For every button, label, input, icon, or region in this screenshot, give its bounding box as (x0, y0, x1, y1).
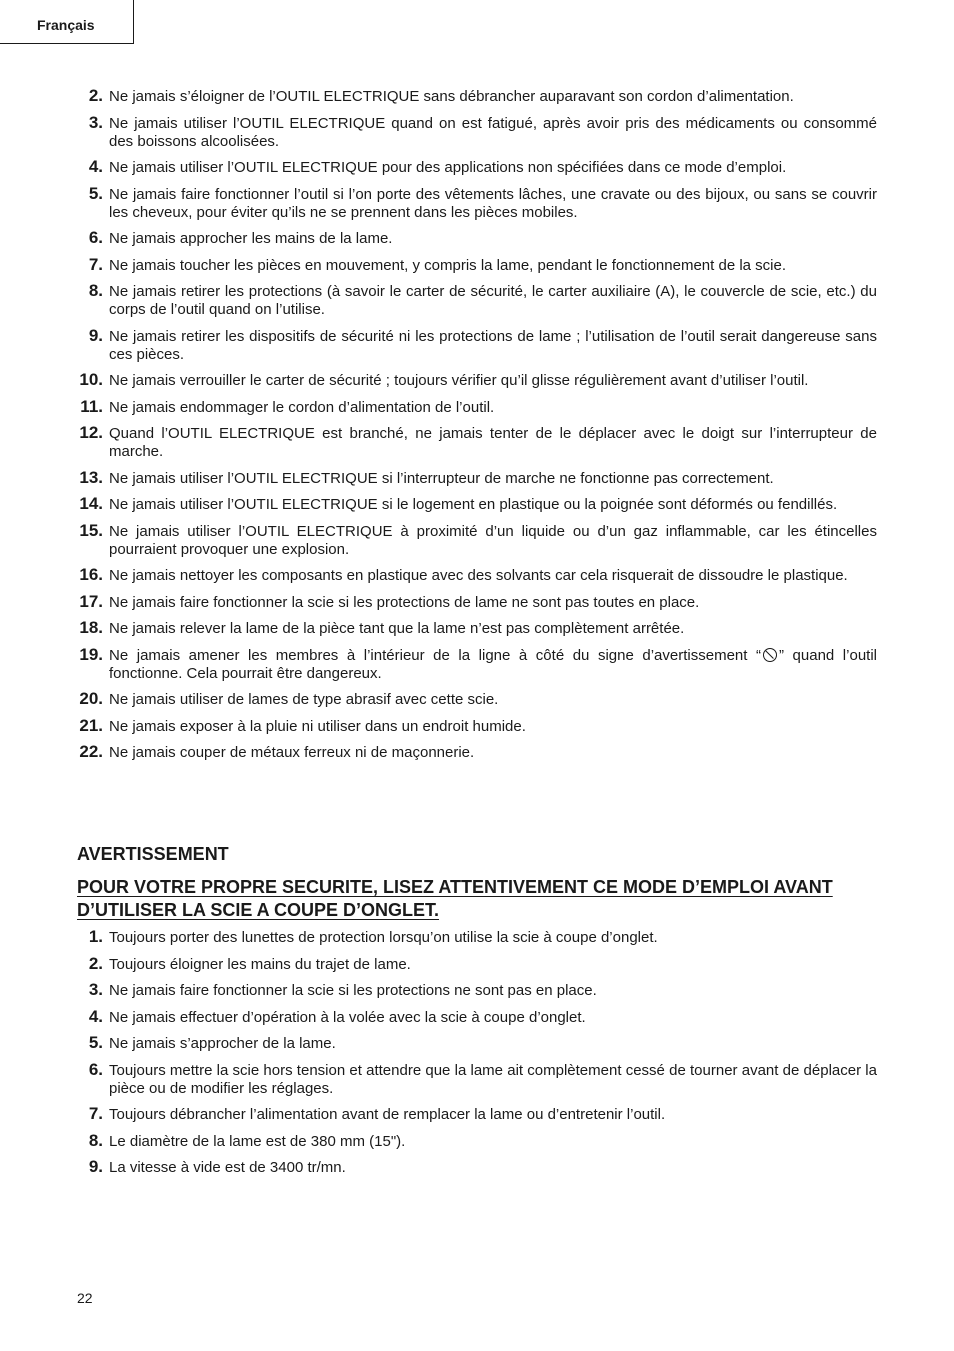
list-item-number: 19. (79, 644, 103, 664)
list-item-text: Ne jamais amener les membres à l’intérieur de la ligne à côté du signe d’avertissement “ (109, 646, 761, 664)
list-item (76, 325, 877, 364)
list-item-number: 5. (88, 183, 103, 203)
list-item (76, 691, 877, 709)
list-item-text: Ne jamais utiliser l’OUTIL ELECTRIQUE si le logement en plastique ou la poignée sont déformés ou fendillés. (109, 496, 838, 513)
list-item-text: Ne jamais relever la lame de la pièce tant que la lame n’est pas complètement arrêtée. (109, 620, 685, 637)
list-item-text: Ne jamais faire fonctionner la scie si les protections de lame ne sont pas toutes en place. (109, 593, 700, 611)
list-item-number: 12. (79, 423, 103, 442)
list-item-number: 8. (88, 281, 103, 300)
list-item-text: Ne jamais verrouiller le carter de sécurité ; toujours vérifier qu’il glisse régulièrement avant d’utiliser l’outil. (109, 372, 809, 389)
list-item (76, 715, 877, 736)
list-item-text: Ne jamais utiliser l’OUTIL ELECTRIQUE si l’interrupteur de marche ne fonctionne pas correctement. (109, 469, 774, 487)
list-item-number: 5. (88, 1033, 103, 1052)
list-item-text: Ne jamais endommager le cordon d’alimentation de l’outil. (109, 398, 495, 416)
list-item-number: 6. (88, 228, 103, 247)
list-item-number: 3. (88, 980, 103, 999)
list-item (76, 620, 877, 638)
list-item-text: Toujours porter des lunettes de protection lorsqu’on utilise la scie à coupe d’onglet. (109, 929, 658, 946)
list-item-number: 9. (88, 325, 103, 345)
list-item-number: 21. (79, 715, 103, 735)
list-item (76, 953, 877, 974)
list-item-number: 9. (88, 1157, 103, 1176)
list-item (76, 496, 877, 514)
list-item-number: 4. (88, 1006, 103, 1026)
list-item-text: Ne jamais nettoyer les composants en plastique avec des solvants car cela risquerait de dissoudre le plastique. (109, 567, 848, 584)
list-item (76, 396, 877, 417)
list-item-text: Ne jamais faire fonctionner la scie si les protections ne sont pas en place. (109, 982, 597, 999)
list-item-text: Ne jamais couper de métaux ferreux ni de maçonnerie. (109, 744, 475, 761)
warning-heading: AVERTISSEMENT (77, 844, 229, 864)
list-item-text: Ne jamais faire fonctionner l’outil si l’on porte des vêtements lâches, une cravate ou des bijoux, ou sans se couvrir les cheveux, pour éviter qu’ils ne se prennent dans les pièces mobiles. (109, 185, 877, 221)
list-item-text: Ne jamais exposer à la pluie ni utiliser dans un endroit humide. (109, 717, 526, 735)
list-item-number: 2. (88, 86, 103, 105)
list-item (76, 183, 877, 222)
list-item (76, 744, 877, 762)
list-item-number: 10. (79, 370, 103, 389)
list-item (76, 520, 877, 559)
list-item (76, 591, 877, 612)
safety-rules-list (76, 929, 877, 1186)
list-item-text: Toujours éloigner les mains du trajet de lame. (109, 955, 411, 973)
list-item-number: 7. (88, 254, 103, 274)
list-item-text: La vitesse à vide est de 3400 tr/mn. (109, 1159, 346, 1176)
list-item (76, 929, 877, 947)
page-number: 22 (77, 1290, 93, 1306)
list-item-text: Ne jamais utiliser de lames de type abrasif avec cette scie. (109, 691, 499, 708)
list-item-text: Ne jamais retirer les dispositifs de sécurité ni les protections de lame ; l’utilisation de l’outil serait dangereuse sans ces pièces. (109, 327, 877, 363)
list-item-text: ” quand l’outil fonctionne. Cela pourrait être dangereux. (109, 646, 877, 682)
list-item (76, 1106, 877, 1124)
list-item-text: Ne jamais s’approcher de la lame. (109, 1035, 336, 1052)
list-item (76, 1006, 877, 1027)
list-item (76, 1159, 877, 1177)
list-item-number: 8. (88, 1130, 103, 1150)
list-item-number: 13. (79, 467, 103, 487)
list-item-text: Ne jamais utiliser l’OUTIL ELECTRIQUE pour des applications non spécifiées dans ce mode d’emploi. (109, 159, 787, 176)
safety-heading-text: POUR VOTRE PROPRE SECURITE, LISEZ ATTENTIVEMENT CE MODE D’EMPLOI AVANT D’UTILISER LA SCIE A COUPE D’ONGLET. (77, 877, 833, 920)
list-item-number: 1. (88, 927, 103, 946)
list-item (76, 230, 877, 248)
list-item-text: Ne jamais utiliser l’OUTIL ELECTRIQUE à proximité d’un liquide ou d’un gaz inflammable, car les étincelles pourraient provoquer une explosion. (109, 522, 877, 558)
list-item-number: 15. (79, 520, 103, 540)
list-item (76, 372, 877, 390)
list-item-text: Quand l’OUTIL ELECTRIQUE est branché, ne jamais tenter de le déplacer avec le doigt sur l’interrupteur de marche. (109, 425, 877, 460)
list-item-number: 17. (79, 591, 103, 611)
list-item-text: Ne jamais effectuer d’opération à la volée avec la scie à coupe d’onglet. (109, 1008, 586, 1026)
list-item-text: Ne jamais s’éloigner de l’OUTIL ELECTRIQUE sans débrancher auparavant son cordon d’alimentation. (109, 88, 794, 105)
list-item-number: 11. (80, 396, 103, 416)
list-item-number: 16. (79, 565, 103, 584)
language-label: Français (37, 17, 95, 33)
list-item-number: 22. (79, 742, 103, 761)
no-hands-warning-icon (763, 648, 777, 662)
list-item (76, 567, 877, 585)
prohibitions-list (76, 88, 877, 771)
list-item (76, 1035, 877, 1053)
list-item-text: Toujours mettre la scie hors tension et attendre que la lame ait complètement cessé de tourner avant de déplacer la pièce ou de modifier les réglages. (109, 1061, 877, 1097)
list-item-number: 3. (88, 112, 103, 132)
safety-heading (77, 876, 877, 922)
list-item (76, 1059, 877, 1098)
list-item-text: Ne jamais retirer les protections (à savoir le carter de sécurité, le carter auxiliaire (A), le couvercle de scie, etc.) du corps de l’outil quand on l’utilise. (109, 283, 877, 318)
list-item-number: 18. (79, 618, 103, 637)
list-item-number: 2. (88, 953, 103, 973)
list-item-text: Ne jamais approcher les mains de la lame. (109, 230, 393, 247)
list-item (76, 1130, 877, 1151)
list-item-text: Toujours débrancher l’alimentation avant de remplacer la lame ou d’entretenir l’outil. (109, 1106, 666, 1123)
list-item-number: 14. (79, 494, 103, 513)
list-item-number: 7. (88, 1104, 103, 1123)
language-tab (0, 0, 134, 44)
list-item (76, 88, 877, 106)
list-item (76, 254, 877, 275)
list-item-text: Ne jamais utiliser l’OUTIL ELECTRIQUE quand on est fatigué, après avoir pris des médicaments ou consommé des boissons alcoolisées. (109, 114, 877, 150)
list-item (76, 283, 877, 319)
list-item (76, 112, 877, 151)
list-item (76, 425, 877, 461)
list-item (76, 159, 877, 177)
list-item-number: 20. (79, 689, 103, 708)
list-item-number: 4. (88, 157, 103, 176)
list-item-text: Le diamètre de la lame est de 380 mm (15"). (109, 1132, 406, 1150)
list-item-number: 6. (88, 1059, 103, 1079)
list-item (76, 982, 877, 1000)
list-item (76, 467, 877, 488)
list-item-text: Ne jamais toucher les pièces en mouvement, y compris la lame, pendant le fonctionnement de la scie. (109, 256, 787, 274)
list-item (76, 644, 877, 683)
